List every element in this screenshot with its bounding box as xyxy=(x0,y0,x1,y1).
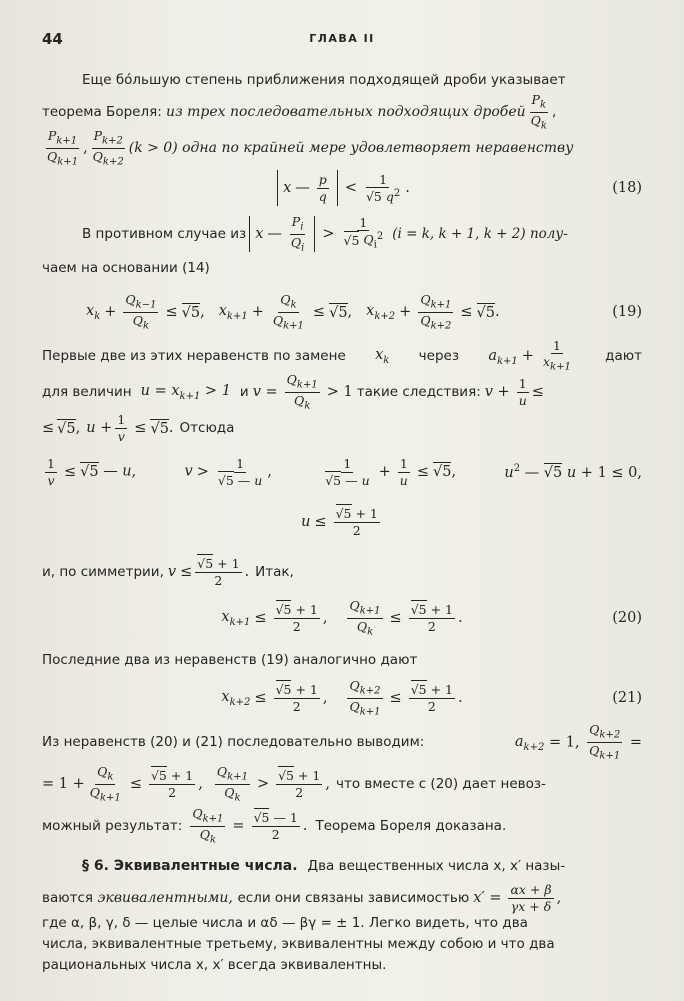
chapter-title: ГЛАВА II xyxy=(309,32,375,45)
equation-number: (21) xyxy=(612,690,642,706)
text-line: где α, β, γ, δ — целые числа и αδ — βγ = ± 1. Легко видеть, что два xyxy=(42,915,528,931)
equation-number: (20) xyxy=(612,610,642,626)
text-line: Последние два из неравенств (19) аналогично дают xyxy=(42,652,418,668)
text-line: ≤ √5 , u + $\frac{1}{v}$ ≤ √5 . Отсюда xyxy=(42,412,235,444)
equation-19: $x_k$ + $\frac{Q_{k-1}}{Q_k}$ ≤ √5 , $x_{k+1}$ + $\frac{Q_k}{Q_{k+1}}$ ≤ √5 , $x_{k+2}$ + $\frac{Q_{k+1}}{Q_{k+2}}$ ≤ √5 . (19) xyxy=(86,291,642,331)
text-line: теорема Бореля: из трех последовательных подходящих дробей $\frac{P_k}{Q_k}$ , xyxy=(42,91,557,131)
text-line: Из неравенств (20) и (21) последовательно выводим: $a_{k+2} = 1$, $\frac{Q_{k+2}}{Q_{k+1}}$ = xyxy=(42,721,642,761)
text-line: числа, эквивалентные третьему, эквивалентны между собою и что два xyxy=(42,936,555,952)
text-line: и, по симметрии, v ≤ $\frac{√5 + 1}{2}$ . Итак, xyxy=(42,556,294,588)
section-heading-line: § 6. Эквивалентные числа. Два вещественных числа x, x′ назы- xyxy=(82,858,566,874)
derivation-line: $\frac{1}{v}$ ≤ √5 — u, v > $\frac{1}{√5 — u}$ , $\frac{1}{√5 — u}$ + $\frac{1}{u}$ ≤ √5, $u^2$ — √5 u + 1 ≤ 0, xyxy=(47,456,642,488)
text-line: Первые две из этих неравенств по замене $x_k$ через $a_{k+1}$ + $\frac{1}{x_{k+1}}$ дают xyxy=(42,337,642,373)
equation-number: (18) xyxy=(612,180,642,196)
derivation-line: u ≤ $\frac{√5 + 1}{2}$ xyxy=(301,506,378,538)
equation-20: $x_{k+1}$ ≤ $\frac{√5 + 1}{2}$ , $\frac{Q_{k+1}}{Q_k}$ ≤ $\frac{√5 + 1}{2}$ . (20) xyxy=(221,597,642,637)
page-header xyxy=(42,30,642,54)
text-line: Еще бóльшую степень приближения подходящей дроби указывает xyxy=(82,72,566,88)
text-line: можный результат: $\frac{Q_{k+1}}{Q_k}$ = $\frac{√5 — 1}{2}$ . Теорема Бореля доказана. xyxy=(42,805,507,845)
text-line: $\frac{P_{k+1}}{Q_{k+1}}$ , $\frac{P_{k+2}}{Q_{k+2}}$ (k > 0) одна по крайней мере удовлетворяет неравенству xyxy=(47,127,574,167)
page-number: 44 xyxy=(42,30,63,48)
text-line: рациональных числа x, x′ всегда эквивалентны. xyxy=(42,957,387,973)
equation-21: $x_{k+2}$ ≤ $\frac{√5 + 1}{2}$ , $\frac{Q_{k+2}}{Q_{k+1}}$ ≤ $\frac{√5 + 1}{2}$ . (21) xyxy=(221,677,642,717)
text-line: для величин $u = x_{k+1} > 1$ и v = $\frac{Q_{k+1}}{Q_k}$ > 1 такие следствия: v + $\frac{1}{u}$ ≤ xyxy=(42,371,544,411)
fraction: $\frac{P_{k+2}}{Q_{k+2}}$ xyxy=(92,127,124,167)
equation-number: (19) xyxy=(612,304,642,320)
text-line: чаем на основании (14) xyxy=(42,260,210,276)
text-line: ваются эквивалентными, если они связаны зависимостью x′ = $\frac{\alpha x + \beta}{\gamma x + \delta}$ , xyxy=(42,882,562,914)
equation-18: x — $\frac{p}{q}$ < $\frac{1}{√5 q^2}$ . (18) xyxy=(42,168,642,208)
text-line: = 1 + $\frac{Q_k}{Q_{k+1}}$ ≤ $\frac{√5 + 1}{2}$ , $\frac{Q_{k+1}}{Q_k}$ > $\frac{√5 + 1}{2}$ , что вместе с (20) дает невоз- xyxy=(42,763,546,803)
fraction: $\frac{P_{k+1}}{Q_{k+1}}$ xyxy=(47,127,79,167)
section-title: § 6. Эквивалентные числа. xyxy=(82,858,298,874)
text-line: В противном случае из x — $\frac{P_i}{Q_i}$ > $\frac{1}{√5 Q_i^2}$ (i = k, k + 1, k + 2) полу- xyxy=(82,213,568,253)
fraction: $\frac{P_k}{Q_k}$ xyxy=(530,91,547,131)
